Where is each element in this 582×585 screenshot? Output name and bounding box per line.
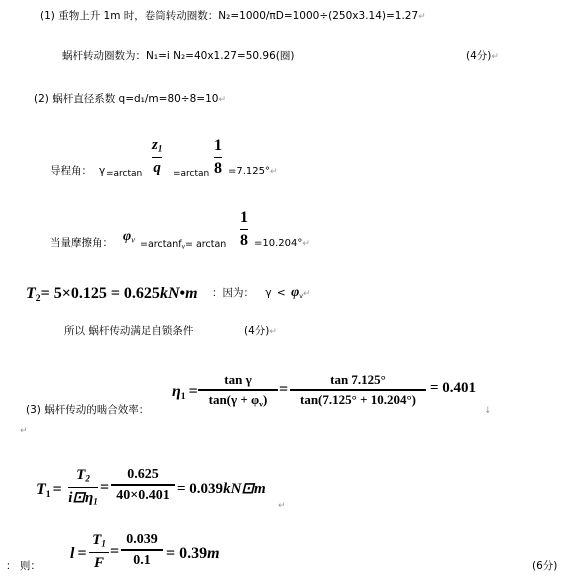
line3-text: (2) 蜗杆直径系数 q=d₁/m=80÷8=10 [34, 93, 219, 105]
torque-t2-equation: $T_2= 5\times 0.125$ = 0.625kN•m [26, 285, 198, 304]
fraction-bar [111, 484, 175, 485]
score-self-lock: (4分)↵ [244, 325, 277, 337]
para-mark: ↵ [418, 12, 426, 22]
efficiency-result: = 0.401 [430, 380, 477, 396]
lead-angle-gamma: γ [99, 165, 106, 177]
length-eq2: = [110, 543, 120, 560]
length-lhs: l = [70, 545, 87, 562]
friction-angle-result: =10.204°↵ [254, 238, 310, 249]
fraction-bar [214, 157, 222, 158]
friction-angle-phi: $\varphi_v$ [123, 229, 135, 245]
para-mark: ↵ [302, 239, 310, 249]
fraction-bar [198, 389, 278, 390]
friction-angle-label: 当量摩擦角： [50, 237, 113, 249]
efficiency-fraction-numeric: tan 7.125° tan(7.125° + 10.204°) [290, 373, 426, 407]
fraction-bar [152, 157, 162, 158]
self-lock-conclusion: 所以 蜗杆传动满足自锁条件 [64, 325, 194, 337]
fraction-bar [89, 552, 109, 553]
friction-angle-fraction: 1 8 [240, 209, 248, 249]
fraction-bar [290, 389, 426, 390]
para-mark: ↵ [278, 501, 286, 511]
length-fraction-numeric: 0.039 0.1 [121, 532, 163, 568]
para-mark: ↵ [303, 289, 311, 299]
down-arrow-mark: ↓ [484, 406, 492, 416]
lead-angle-fraction-1: $z_1$ q [152, 137, 163, 176]
lead-angle-label: 导程角： [50, 165, 92, 177]
line-worm-turns [62, 49, 294, 63]
line2-text: 蜗杆转动圈数为：N₁=i N₂=40x1.27=50.96(圈) [62, 50, 295, 62]
line-winding-turns [40, 9, 426, 24]
para-mark: ↵ [270, 167, 278, 177]
para-mark: ↵ [491, 52, 499, 62]
because-clause: ：因为： $\gamma < \varphi_v↵$ [212, 285, 311, 300]
efficiency-fraction-symbolic: tan γ $\tan(\gamma + \varphi_v)$ [198, 373, 278, 408]
length-fraction-symbolic: $T_1$ F [89, 532, 109, 571]
torque-t1-eq2: = [100, 479, 110, 496]
para-mark: ↵ [218, 95, 226, 105]
efficiency-eta: $\eta_1$ = [172, 383, 198, 402]
lead-angle-result: =7.125°↵ [228, 166, 278, 177]
score-line2: (4分)↵ [466, 50, 499, 62]
lead-angle-fraction-2: 1 8 [214, 137, 222, 177]
line1-text: (1) 重物上升 1m 时，卷筒转动圈数：N₂=1000/πD=1000÷(250x3.14)=1.27 [40, 10, 419, 22]
lead-angle-arctan2: =arctan [173, 169, 210, 179]
fraction-bar [121, 549, 163, 550]
para-mark: ↵ [20, 426, 28, 436]
lead-angle-arctan1: =arctan [106, 169, 143, 179]
line-diameter-coeff [34, 92, 226, 107]
torque-t1-lhs: $T_1$ = [36, 481, 62, 500]
friction-angle-eq: =arctanf$_v$= arctan [140, 239, 227, 251]
torque-t1-fraction-symbolic: $T_2$ $i⊡\eta_1$ [68, 467, 98, 507]
torque-t1-fraction-numeric: 0.625 40×0.401 [111, 467, 175, 503]
fraction-bar [68, 487, 98, 488]
then-label: ： 则： [6, 560, 41, 572]
fraction-bar [240, 229, 248, 230]
length-result: = 0.39m [166, 545, 220, 562]
score-length: (6分) [532, 560, 558, 572]
efficiency-eq2: = [279, 381, 289, 398]
efficiency-label: (3) 蜗杆传动的啮合效率： [26, 404, 150, 416]
para-mark: ↵ [269, 327, 277, 337]
torque-t1-result: = 0.039kN⊡m [177, 481, 266, 497]
